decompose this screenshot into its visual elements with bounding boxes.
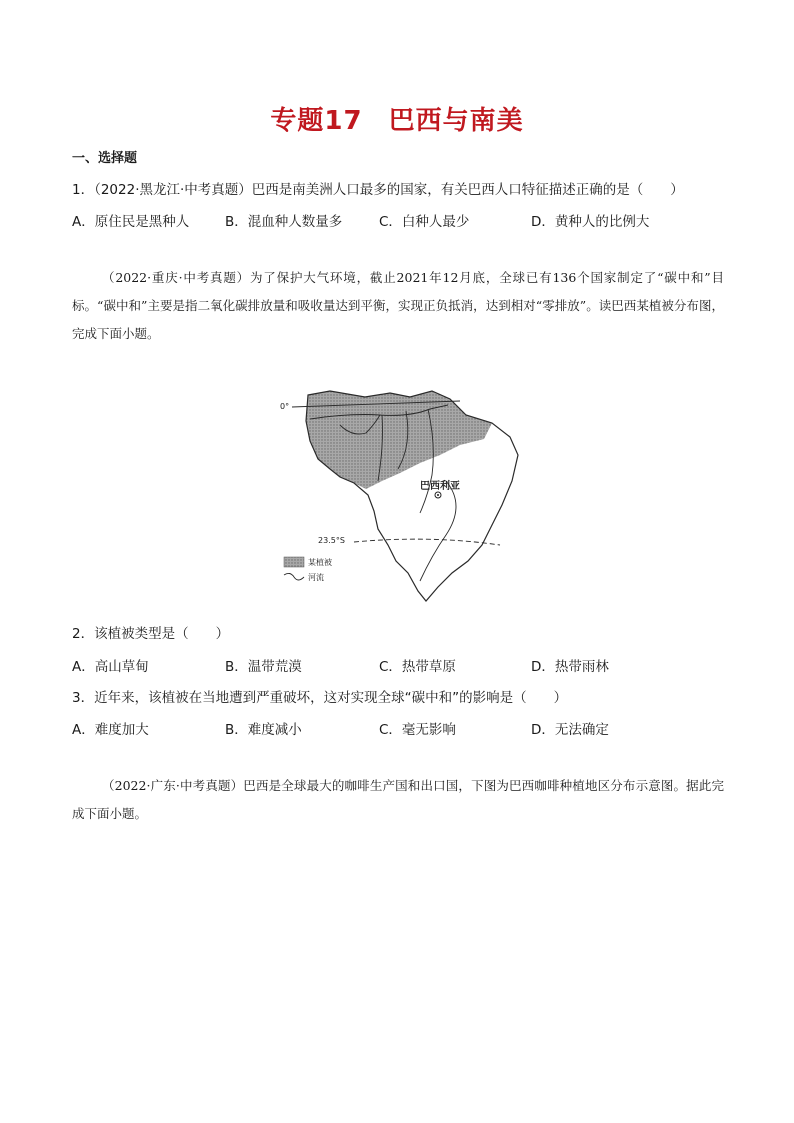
q1-option-c: C．白种人最少: [379, 214, 470, 230]
q1-option-a: A．原住民是黑种人: [72, 214, 190, 230]
title-main: 专题17: [270, 106, 363, 136]
q1-option-d: D．黄种人的比例大: [531, 214, 650, 230]
legend-vegetation-swatch: [284, 557, 304, 567]
equator-label: 0°: [280, 402, 290, 411]
q3-option-a: A．难度加大: [72, 722, 149, 738]
section-heading: 一、选择题: [72, 151, 138, 166]
q2-option-b: B．温带荒漠: [225, 659, 302, 675]
passage-1: （2022·重庆·中考真题）为了保护大气环境，截止2021年12月底，全球已有136个国家制定了“碳中和”目标。“碳中和”主要是指二氧化碳排放量和吸收量达到平衡，实现正负抵消，达到相对“零排放”。读巴西某植被分布图，完成下面小题。: [72, 270, 724, 341]
brazil-vegetation-map: [270, 385, 530, 607]
title-sub: 巴西与南美: [388, 106, 524, 136]
q1-option-b: B．混血种人数量多: [225, 214, 343, 230]
passage-2: （2022·广东·中考真题）巴西是全球最大的咖啡生产国和出口国，下图为巴西咖啡种植地区分布示意图。据此完成下面小题。: [72, 778, 724, 821]
q2-option-d: D．热带雨林: [531, 659, 609, 675]
q2-option-a: A．高山草甸: [72, 659, 149, 675]
q3-option-c: C．毫无影响: [379, 722, 456, 738]
capital-label: 巴西利亚: [420, 481, 460, 492]
question-2-stem: 2．该植被类型是（ ）: [72, 626, 230, 642]
question-3-stem: 3．近年来，该植被在当地遭到严重破坏，这对实现全球“碳中和”的影响是（ ）: [72, 690, 568, 706]
q3-option-b: B．难度减小: [225, 722, 302, 738]
q3-option-d: D．无法确定: [531, 722, 609, 738]
tropic-line: [354, 539, 500, 545]
question-1-stem: 1．（2022·黑龙江·中考真题）巴西是南美洲人口最多的国家，有关巴西人口特征描述正确的是（ ）: [72, 182, 684, 198]
q2-option-c: C．热带草原: [379, 659, 456, 675]
tropic-label: 23.5°S: [318, 536, 345, 545]
legend-vegetation-label: 某植被: [308, 558, 332, 567]
legend-river-label: 河流: [308, 573, 324, 582]
page-title: [0, 100, 794, 137]
legend-river-symbol: [284, 573, 304, 580]
